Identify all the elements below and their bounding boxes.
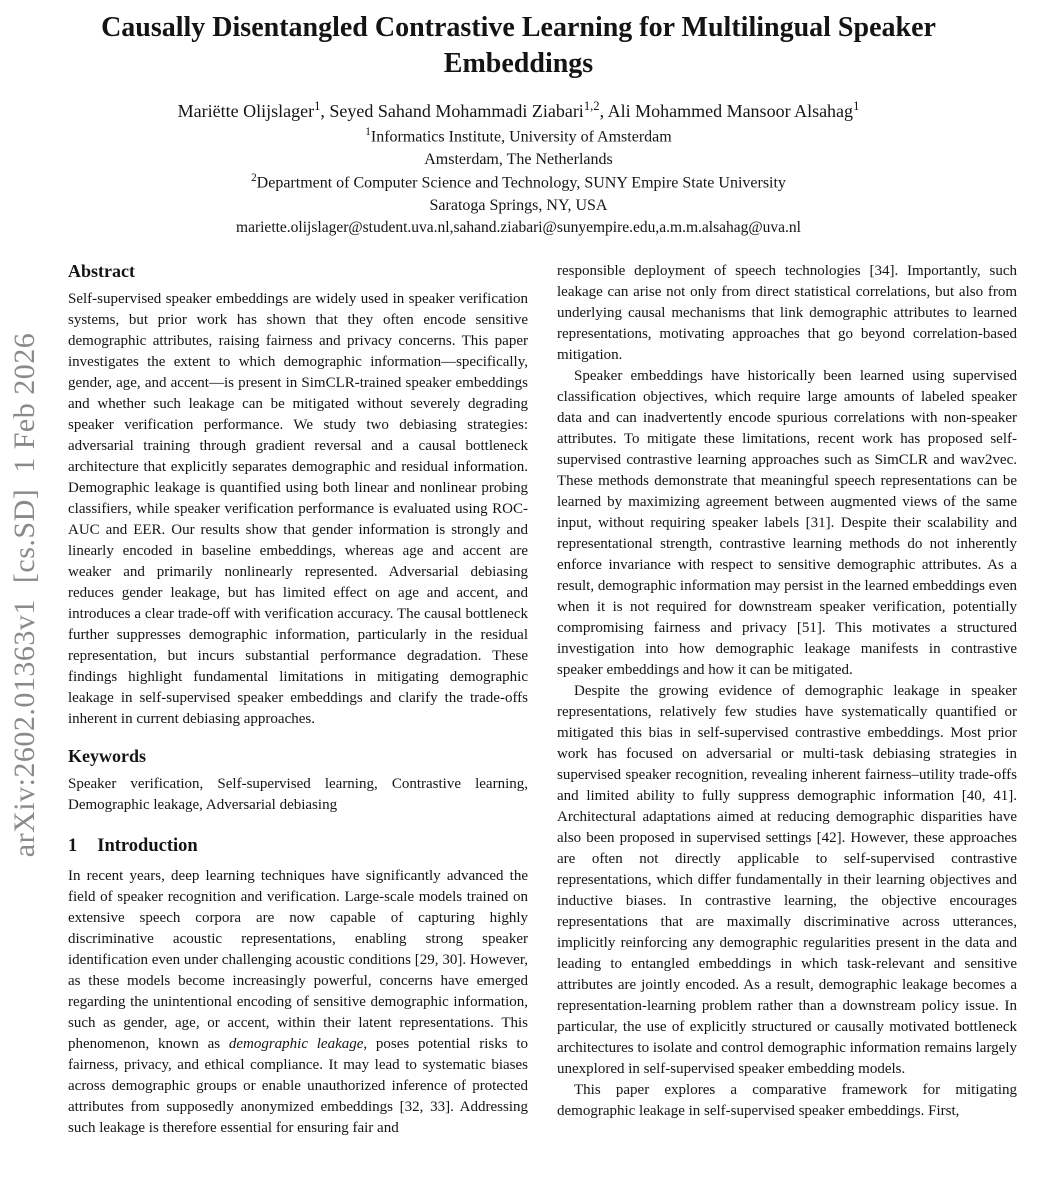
affiliation-line	[0, 171, 1037, 195]
author-separator: ,	[599, 100, 608, 121]
section-number: 1	[68, 836, 78, 856]
keywords-text: Speaker verification, Self-supervised learning, Contrastive learning, Demographic leakage, Adversarial debiasing	[68, 776, 528, 813]
author-name: Seyed Sahand Mohammadi Ziabari	[329, 100, 584, 121]
body-paragraph: Despite the growing evidence of demographic leakage in speaker representations, relatively few studies have systematically quantified or mitigated this bias in self-supervised contrastive embeddings. Most prior work has focused on adversarial or multi-task debiasing strategies in supervised speaker recognition, revealing inherent fairness–utility trade-offs and limited ability to fully suppress demographic information [40, 41]. Architectural adaptations aimed at reducing demographic disparities have also been proposed in supervised settings [42]. However, these approaches are often not directly applicable to self-supervised contrastive representations, which differ fundamentally in their learning objectives and inductive biases. In contrastive learning, the objective encourages representations that are maximally discriminative across utterances, implicitly reinforcing any demographic regularities present in the data and leading to entangled embeddings in which task-relevant and sensitive attributes are jointly encoded. As a result, demographic leakage becomes a representation-learning problem rather than a downstream policy issue. In particular, the use of explicitly structured or causally motivated bottleneck architectures to isolate and control demographic information remains largely unexplored in self-supervised speaker embedding models.	[557, 683, 1017, 1077]
demographic-leakage-term: demographic leakage	[228, 1036, 364, 1052]
affiliation-text: Informatics Institute, University of Amsterdam	[370, 128, 672, 146]
affiliation-text: Amsterdam, The Netherlands	[424, 150, 613, 168]
affiliation-mark: 1	[365, 125, 371, 138]
abstract-text: Self-supervised speaker embeddings are widely used in speaker verification systems, but prior work has shown that they often encode sensitive demographic attributes, raising fairness and privacy concerns. This paper investigates the extent to which demographic information—specifically, gender, age, and accent—is present in SimCLR-trained speaker embeddings and whether such leakage can be mitigated without severely degrading speaker verification performance. We study two debiasing strategies: adversarial training through gradient reversal and a causal bottleneck architecture that explicitly separates demographic and residual information. Demographic leakage is quantified using both linear and nonlinear probing classifiers, while speaker verification performance is evaluated using ROC-AUC and EER. Our results show that gender information is strongly and linearly encoded in baseline embeddings, whereas age and accent are weaker and primarily nonlinearly represented. Adversarial debiasing reduces gender leakage, but has limited effect on age and accent, and introduces a clear trade-off with verification accuracy. The causal bottleneck further suppresses demographic information, particularly in the residual representation, but incurs substantial performance degradation. These findings highlight fundamental limitations in mitigating demographic leakage in self-supervised speaker embeddings and clarify the trade-offs inherent in current debiasing approaches.	[68, 291, 528, 727]
author-emails: mariette.olijslager@student.uva.nl,sahand.ziabari@sunyempire.edu,a.m.m.alsahag@uva.nl	[236, 219, 801, 236]
intro-text: In recent years, deep learning techniques have significantly advanced the field of speaker recognition and verification. Large-scale models trained on extensive speech corpora are now capable of capturing highly discriminative acoustic representations, enabling strong speaker identification even under challenging acoustic conditions [29, 30]. However, as these models become increasingly powerful, concerns have emerged regarding the unintentional encoding of sensitive demographic information, such as gender, age, or accent, within their latent representations. This phenomenon, known as	[68, 868, 528, 1052]
left-column	[68, 261, 528, 1139]
introduction-paragraph-1	[68, 866, 528, 1139]
section-title: Introduction	[97, 836, 198, 856]
body-paragraph: responsible deployment of speech technologies [34]. Importantly, such leakage can arise not only from direct statistical correlations, but also from underlying causal mechanisms that link demographic attributes to learned representations, motivating approaches that go beyond correlation-based mitigation.	[557, 263, 1017, 363]
two-column-body	[0, 261, 1037, 1139]
author-name: Mariëtte Olijslager	[177, 100, 315, 121]
intro-text: , poses potential risks to fairness, privacy, and ethical compliance. It may lead to systematic biases across demographic groups or enable unauthorized inference of protected attributes from supposedly anonymized embeddings [32, 33]. Addressing such leakage is therefore essential for ensuring fair and	[68, 1036, 529, 1136]
author-name: Ali Mohammed Mansoor Alsahag	[607, 100, 854, 121]
affiliation-text: Department of Computer Science and Technology, SUNY Empire State University	[256, 174, 786, 192]
author-affmark: 1	[853, 98, 860, 113]
keywords-heading: Keywords	[68, 746, 146, 766]
author-affmark: 1,2	[583, 98, 600, 113]
arxiv-identifier-watermark: arXiv:2602.01363v1 [cs.SD] 1 Feb 2026	[8, 332, 41, 858]
body-paragraph: This paper explores a comparative framework for mitigating demographic leakage in self-supervised speaker embeddings. First,	[557, 1082, 1017, 1119]
affiliation-text: Saratoga Springs, NY, USA	[429, 196, 608, 214]
paper-title: Causally Disentangled Contrastive Learning for Multilingual Speaker Embeddings	[101, 12, 936, 80]
right-column	[557, 261, 1017, 1139]
paper-header	[0, 0, 1037, 237]
author-affmark: 1	[314, 98, 321, 113]
author-separator: ,	[320, 100, 330, 121]
affiliation-line	[0, 149, 1037, 171]
body-paragraph: Speaker embeddings have historically been learned using supervised classification objectives, which require large amounts of labeled speaker data and can inadvertently encode spurious correlations with non-speaker attributes. To mitigate these limitations, recent work has proposed self-supervised contrastive learning approaches such as SimCLR and wav2vec. These methods demonstrate that meaningful speech representations can be learned by maximizing agreement between augmented views of the same input, without requiring speaker labels [31]. Despite their scalability and representational strength, contrastive learning methods do not inherently enforce invariance with respect to sensitive demographic attributes. As a result, demographic information may persist in the learned embeddings even when it is not required for downstream speaker verification, potentially compromising fairness and privacy [51]. This motivates a structured investigation into how demographic leakage manifests in contrastive speaker embeddings and how it can be mitigated.	[557, 368, 1017, 678]
affiliation-mark: 2	[251, 171, 257, 184]
author-line	[0, 99, 1037, 122]
affiliation-line	[0, 125, 1037, 149]
section-heading-introduction	[68, 836, 528, 857]
abstract-heading: Abstract	[68, 261, 135, 281]
affiliation-block	[0, 125, 1037, 217]
affiliation-line	[0, 195, 1037, 217]
